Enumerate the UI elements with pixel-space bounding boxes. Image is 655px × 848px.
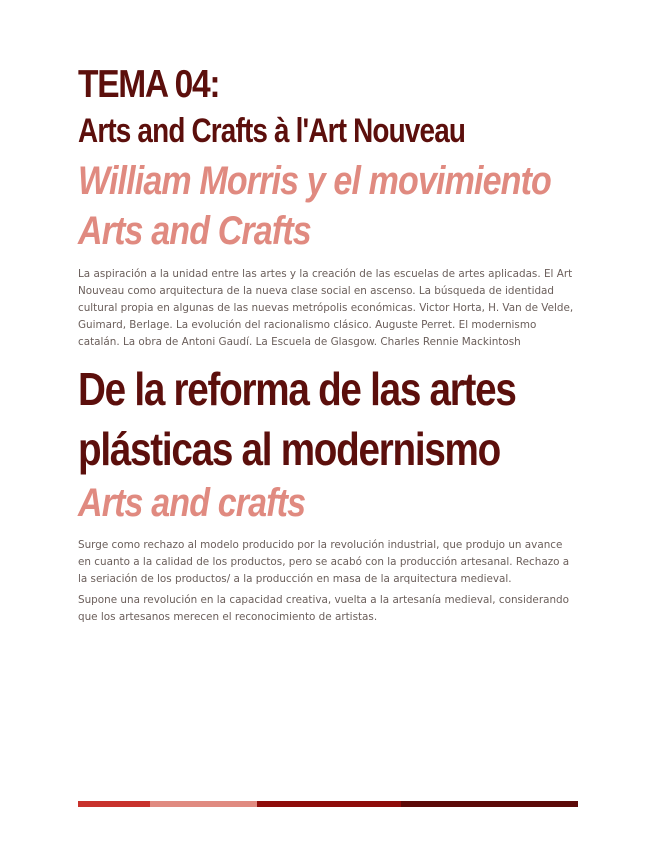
footer-color-bar (78, 801, 578, 807)
section-subtitle: Arts and crafts (78, 481, 306, 525)
summary-paragraph: La aspiración a la unidad entre las artes y la creación de las escuelas de artes aplicadas. El Art Nouveau como arquitectura de la nueva clase social en ascenso. La búsqueda de identidad cultural propia en algunas de las nuevas metrópolis económicas. Victor Horta, H. Van de Velde, Guimard, Berlage. La evolución del racionalismo clásico. Auguste Perret. El modernismo catalán. La obra de Antoni Gaudí. La Escuela de Glasgow. Charles Rennie Mackintosh (78, 268, 574, 348)
footer-bar-segment-2 (150, 801, 257, 807)
body-paragraph-1: Surge como rechazo al modelo producido por la revolución industrial, que produjo un avance en cuanto a la calidad de los productos, pero se acabó con la producción artesanal. Rechazo a la seriación de los productos/ a la producción en masa de la arquitectura medieval. (78, 539, 570, 585)
footer-bar-segment-4 (401, 801, 578, 807)
section-title (78, 359, 578, 479)
tema-heading: TEMA 04: (78, 63, 220, 106)
topic-heading (78, 156, 578, 256)
topic-line-1: William Morris y el movimiento (78, 159, 551, 203)
footer-bar-segment-3 (257, 801, 401, 807)
footer-bar-segment-1 (78, 801, 150, 807)
body-paragraph-2: Supone una revolución en la capacidad creativa, vuelta a la artesanía medieval, considerando que los artesanos merecen el reconocimiento de artistas. (78, 594, 569, 623)
document-page (78, 62, 578, 626)
section-title-line-2: plásticas al modernismo (78, 423, 500, 475)
topic-line-2: Arts and Crafts (78, 209, 311, 253)
section-title-line-1: De la reforma de las artes (78, 363, 516, 415)
course-subtitle: Arts and Crafts à l'Art Nouveau (78, 112, 466, 150)
